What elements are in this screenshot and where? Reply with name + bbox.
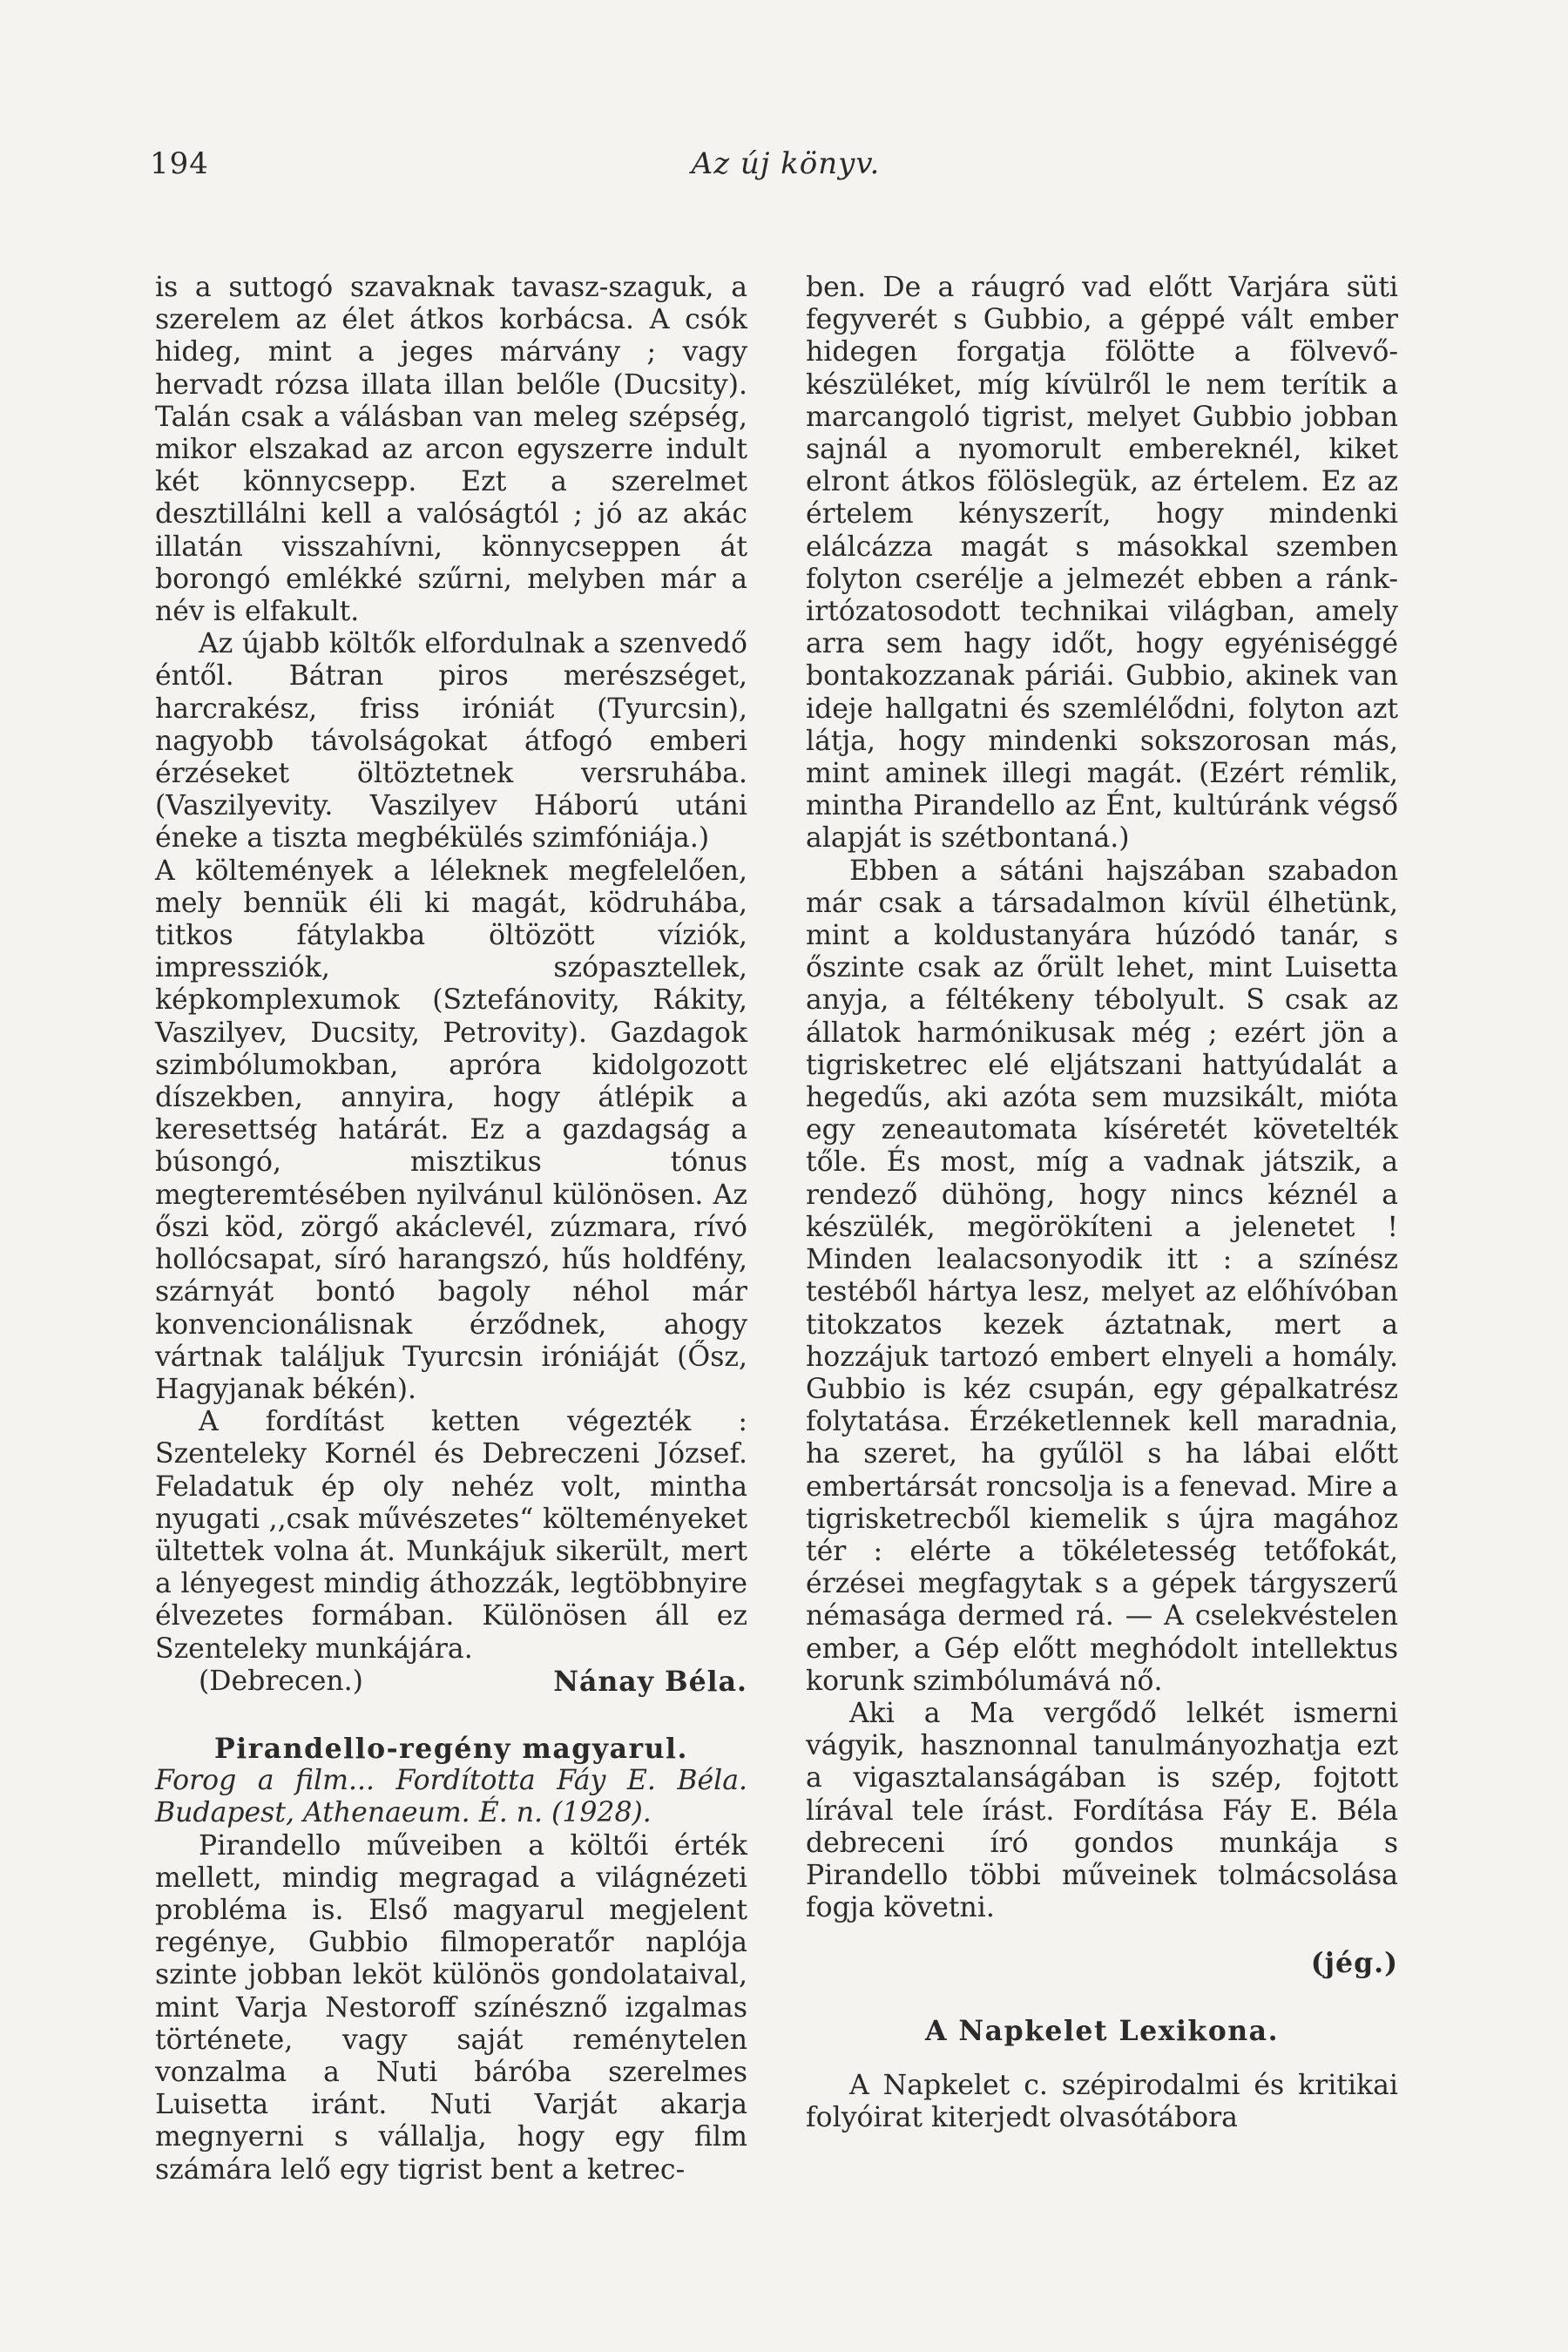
review-paragraph: Pirandello műveiben a költői érték mellett, mindig megragad a világnézeti probléma is. Első magyarul megjelent regénye, Gubbio filmoperatőr naplója szinte jobban leköt különös gondolataival, mint Varja Nestoroff színésznő izgalmas története, vagy saját reménytelen vonzalma a Nuti báróba szerelmes Luisetta iránt. Nuti Varját akarja megnyerni s vállalja, hogy egy film számára lelő egy tigrist bent a ketrec- — [155, 1829, 747, 2186]
review-paragraph: Aki a Ma vergődő lelkét ismerni vágyik, hasznonnal tanulmányozhatja ezt a vigasztalanságában is szép, fojtott lírával tele írást. Fordítása Fáy E. Béla debreceni író gondos munkája s Pirandello többi műveinek tolmácsolása fogja követni. — [806, 1697, 1398, 1924]
signature-name: (jég.) — [1310, 1947, 1398, 1980]
review-paragraph: A fordítást ketten végezték : Szenteleky Kornél és Debreczeni József. Feladatuk ép oly nehéz volt, mintha nyugati ,,csak művészetes“ költeményeket ültettek volna át. Munkájuk sikerült, mert a lényegest mindig áthozzák, legtöbbnyire élvezetes formában. Különösen áll ez Szenteleky munkájára. — [155, 1406, 747, 1665]
review-paragraph: A Napkelet c. szépirodalmi és kritikai folyóirat kiterjedt olvasótábora — [806, 2069, 1398, 2133]
right-column — [806, 272, 1398, 2134]
book-info: Forog a film... Fordította Fáy E. Béla. Budapest, Athenaeum. É. n. (1928). — [155, 1765, 747, 1829]
page-header — [150, 146, 1422, 190]
signature-place: (Debrecen.) — [199, 1665, 363, 1697]
review-paragraph: ben. De a ráugró vad előtt Varjára süti fegyverét s Gubbio, a géppé vált ember hidegen forgatja fölötte a fölvevő-készüléket, míg kívülről le nem terítik a marcangoló tigrist, melyet Gubbio jobban sajnál a nyomorult embereknél, kiket elront átkos fölöslegük, az értelem. Ez az értelem kényszerít, hogy mindenki elálcázza magát s másokkal szemben folyton cserélje a jelmezét ebben a ránk-irtózatosodott technikai világban, amely arra sem hagy időt, hogy egyéniséggé bontakozzanak páriái. Gubbio, akinek van ideje hallgatni és szemlélődni, folyton azt látja, hogy mindenki sokszorosan más, mint aminek illegi magát. (Ezért rémlik, mintha Pirandello az Ént, kultúránk végső alapját is szétbontaná.) — [806, 272, 1398, 855]
left-column — [155, 272, 747, 2186]
review-signature — [155, 1666, 747, 1698]
review-paragraph: A költemények a léleknek megfelelően, mely bennük éli ki magát, ködruhába, titkos fátylakba öltözött víziók, impressziók, szópasztellek, képkomplexumok (Sztefánovity, Rákity, Vaszilyev, Ducsity, Petrovity). Gazdagok szimbólumokban, apróra kidolgozott díszekben, annyira, hogy átlépik a keresettség határát. Ez a gazdagság a búsongó, misztikus tónus megteremtésében nyilvánul különösen. Az őszi köd, zörgő akáclevél, zúzmara, rívó hollócsapat, síró harangszó, hűs holdfény, szárnyát bontó bagoly néhol már konvencionálisnak érződnek, ahogy vártnak találjuk Tyurcsin iróniáját (Ősz, Hagyjanak békén). — [155, 855, 747, 1405]
review-paragraph: Ebben a sátáni hajszában szabadon már csak a társadalmon kívül élhetünk, mint a koldustanyára húzódó tanár, s őszinte csak az őrült lehet, mint Luisetta anyja, a féltékeny tébolyult. S csak az állatok harmónikusak még ; ezért jön a tigrisketrec elé eljátszani hattyúdalát a hegedűs, aki azóta sem muzsikált, mióta egy zeneautomata kíséretét követelték tőle. És most, míg a vadnak játszik, a rendező dühöng, hogy nincs kéznél a készülék, megörökíteni a jelenetet ! Minden lealacsonyodik itt : a színész testéből hártya lesz, melyet az előhívóban titokzatos kezek áztatnak, mert a hozzájuk tartozó embert elnyeli a homály. Gubbio is kéz csupán, egy gépalkatrész folytatása. Érzéketlennek kell maradnia, ha szeret, ha gyűlöl s ha lábai előtt embertársát roncsolja is a fenevad. Mire a tigrisketrecből kiemelik s újra magához tér : elérte a tökéletesség tetőfokát, érzései megfagytak s a gépek tárgyszerű némasága dermed rá. — A cselekvéstelen ember, a Gép előtt meghódolt intellektus korunk szimbólumává nő. — [806, 855, 1398, 1697]
section-heading: Pirandello-regény magyarul. — [214, 1732, 688, 1765]
review-paragraph: is a suttogó szavaknak tavasz-szaguk, a szerelem az élet átkos korbácsa. A csók hideg, mint a jeges márvány ; vagy hervadt rózsa illata illan belőle (Ducsity). Talán csak a válásban van meleg szépség, mikor elszakad az arcon egyszerre indult két könnycsepp. Ezt a szerelmet desztillálni kell a valóságtól ; jó az akác illatán visszahívni, könnycseppen át borongó emlékké szűrni, melyben már a név is elfakult. — [155, 272, 747, 628]
section-heading: A Napkelet Lexikona. — [924, 2014, 1280, 2047]
review-paragraph: Az újabb költők elfordulnak a szenvedő éntől. Bátran piros merészséget, harcrakész, friss iróniát (Tyurcsin), nagyobb távolságokat átfogó emberi érzéseket öltöztetnek versruhába. (Vaszilyevity. Vaszilyev Háború utáni éneke a tiszta megbékülés szimfóniája.) — [155, 628, 747, 855]
running-title: Az új könyv. — [691, 146, 881, 181]
page-number: 194 — [150, 146, 209, 181]
signature-name: Nánay Béla. — [553, 1665, 747, 1698]
